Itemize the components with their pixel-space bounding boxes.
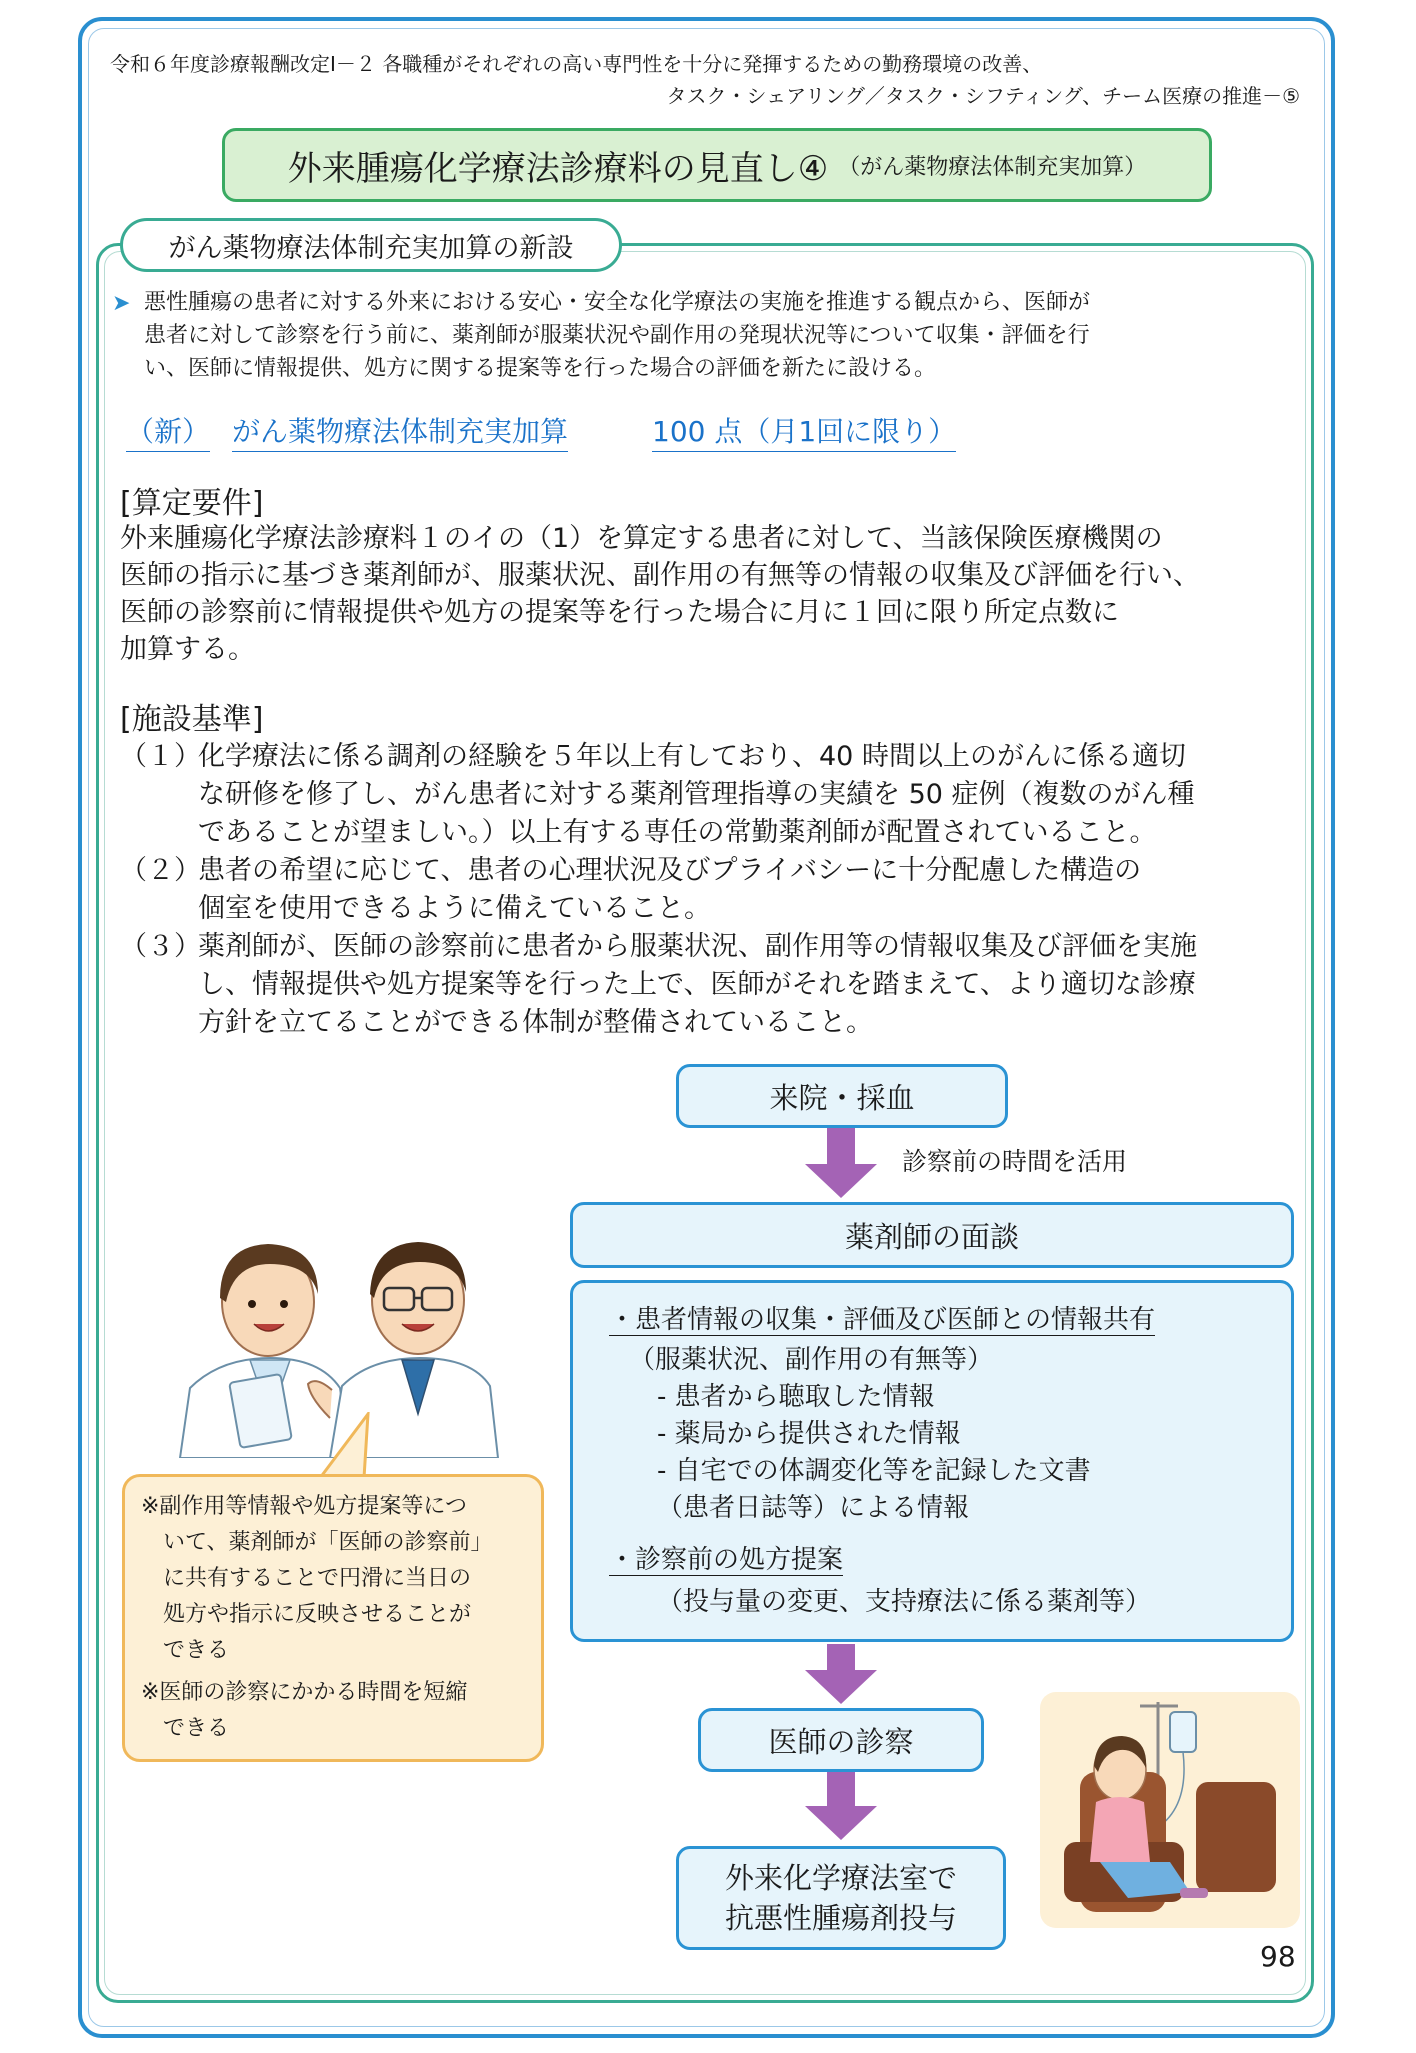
bubble-tail [300,1412,390,1482]
info-sub-5: （患者日誌等）による情報 [657,1493,970,1523]
facility-line: 方針を立てることができる体制が整備されていること。 [198,1007,873,1038]
requirements-line: 医師の診察前に情報提供や処方の提案等を行った場合に月に１回に限り所定点数に [120,597,1119,628]
requirements-heading: [算定要件] [120,486,264,521]
facility-item-number: （１） [120,741,201,772]
new-item-points: 100 点（月1回に限り） [652,410,956,452]
requirements-line: 外来腫瘍化学療法診療料１のイの（1）を算定する患者に対して、当該保険医療機関の [120,523,1163,554]
requirements-line: 医師の指示に基づき薬剤師が、服薬状況、副作用の有無等の情報の収集及び評価を行い、 [120,560,1200,591]
bubble-line: ※副作用等情報や処方提案等につ [141,1494,467,1519]
facility-line: 患者の希望に応じて、患者の心理状況及びプライバシーに十分配慮した構造の [198,855,1142,886]
page-subtitle: （がん薬物療法体制充実加算） [838,154,1147,180]
info-bullet-1: ・患者情報の収集・評価及び医師との情報共有 [609,1305,1156,1335]
flow-arrow-down-icon [791,1772,891,1840]
facility-line: 化学療法に係る調剤の経験を５年以上有しており、40 時間以上のがんに係る適切 [198,741,1186,772]
page-title: 外来腫瘍化学療法診療料の見直し④ [287,148,829,189]
header-line-2: タスク・シェアリング／タスク・シフティング、チーム医療の推進－⑤ [666,84,1300,108]
flow-step-pharmacist-interview: 薬剤師の面談 [570,1202,1294,1268]
requirements-body [120,520,1310,668]
info-sub-3: - 薬局から提供された情報 [657,1419,961,1449]
speech-bubble [122,1474,544,1762]
bubble-line: ※医師の診察にかかる時間を短縮 [141,1680,468,1705]
page-header [110,48,1300,112]
info-bullet-2: ・診察前の処方提案 [609,1545,844,1575]
flow-arrow-down-icon [791,1128,891,1198]
facility-item-number: （２） [120,855,201,886]
facility-item-1 [120,738,1310,852]
flow-step4-line-1: 外来化学療法室で [724,1861,957,1895]
facility-line: し、情報提供や処方提案等を行った上で、医師がそれを踏まえて、より適切な診療 [198,969,1196,1000]
new-item-tag: （新） [126,410,210,452]
facility-line: 薬剤師が、医師の診察前に患者から服薬状況、副作用等の情報収集及び評価を実施 [198,931,1197,962]
facility-line: であることが望ましい。）以上有する専任の常勤薬剤師が配置されていること。 [198,817,1157,848]
overview-line: 悪性腫瘍の患者に対する外来における安心・安全な化学療法の実施を推進する観点から、医師が [144,290,1091,315]
requirements-line: 加算する。 [120,634,255,665]
bubble-line: できる [141,1638,230,1663]
header-line-1: 令和６年度診療報酬改定Ⅰ－２ 各職種がそれぞれの高い専門性を十分に発揮するための勤務環境の改善、 [110,52,1043,76]
bubble-line: いて、薬剤師が「医師の診察前」 [141,1530,493,1555]
patient-iv-illustration [1040,1692,1300,1928]
facility-item-2 [120,852,1310,928]
facility-heading: [施設基準] [120,702,264,737]
flow-step4-line-2: 抗悪性腫瘍剤投与 [724,1901,957,1935]
overview-line: 患者に対して診察を行う前に、薬剤師が服薬状況や副作用の発現状況等について収集・評価を行 [144,323,1090,348]
facility-line: 個室を使用できるように備えていること。 [198,893,711,924]
overview-line: い、医師に情報提供、処方に関する提案等を行った場合の評価を新たに設ける。 [144,356,937,381]
page-number: 98 [1260,1940,1296,1973]
bubble-line: に共有することで円滑に当日の [141,1566,472,1591]
flow-step-chemo-room [676,1846,1006,1950]
section-label: がん薬物療法体制充実加算の新設 [120,218,622,272]
flow-arrow-down-icon [791,1644,891,1704]
flow-info-box [570,1280,1294,1642]
facility-item-3 [120,928,1310,1042]
info-sub-6: （投与量の変更、支持療法に係る薬剤等） [657,1587,1152,1617]
new-item-name: がん薬物療法体制充実加算 [232,410,568,452]
title-box [222,128,1212,202]
bubble-line: できる [141,1716,230,1741]
flow-step-doctor-exam: 医師の診察 [698,1708,984,1772]
facility-line: な研修を修了し、がん患者に対する薬剤管理指導の実績を 50 症例（複数のがん種 [198,779,1195,810]
flow-note: 診察前の時間を活用 [902,1147,1128,1176]
overview [112,286,1302,385]
bubble-line: 処方や指示に反映させることが [141,1602,472,1627]
info-sub-1: （服薬状況、副作用の有無等） [629,1345,994,1375]
flow-step-visit: 来院・採血 [676,1064,1008,1128]
bullet-arrow-icon: ➤ [112,291,131,316]
info-sub-2: - 患者から聴取した情報 [657,1382,935,1412]
facility-item-number: （３） [120,931,201,962]
info-sub-4: - 自宅での体調変化等を記録した文書 [657,1456,1091,1486]
